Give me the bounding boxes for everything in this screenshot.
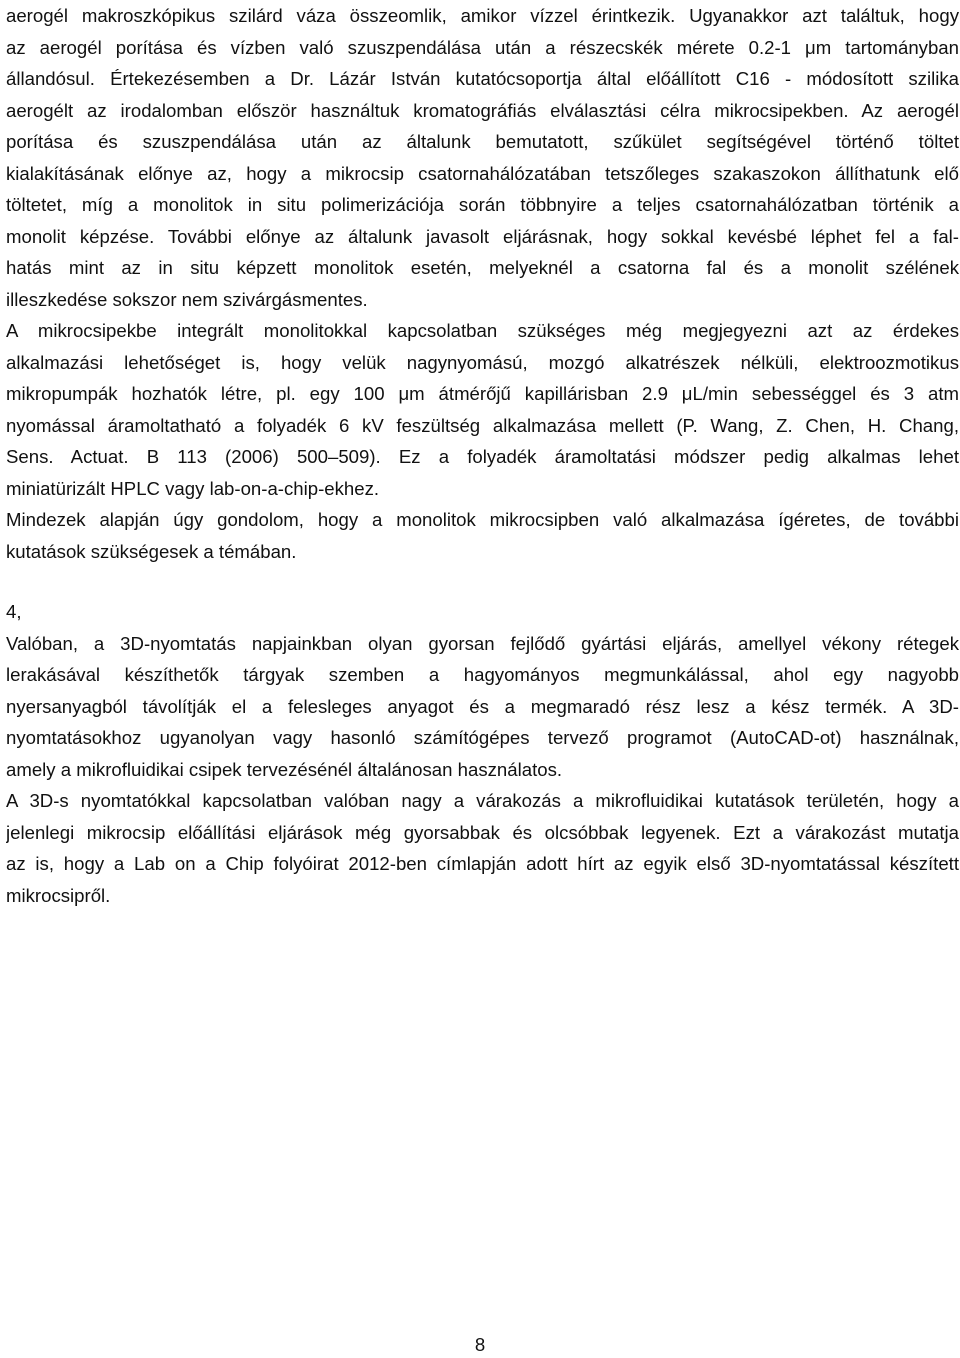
text-line: A 3D-s nyomtatókkal kapcsolatban valóban nagy a várakozás a mikrofluidikai kutatások területén, hogy a xyxy=(6,790,959,811)
text-line: Sens. Actuat. B 113 (2006) 500–509). Ez a folyadék áramoltatási módszer pedig alkalmas lehet xyxy=(6,446,959,467)
text-line: monolit képzése. További előnye az általunk javasolt eljárásnak, hogy sokkal kevésbé léphet fel a fal- xyxy=(6,225,959,247)
page-number: 8 xyxy=(474,1334,486,1355)
text-line: hatás mint az in situ képzett monolitok esetén, melyeknél a csatorna fal és a monolit szélének xyxy=(6,257,959,278)
text-line: állandósul. Értekezésemben a Dr. Lázár István kutatócsoportja által előállított C16 - módosított szilika xyxy=(6,68,959,89)
text-line: amely a mikrofluidikai csipek tervezésénél általánosan használatos. xyxy=(6,758,563,780)
text-line: alkalmazási lehetőséget is, hogy velük nagynyomású, mozgó alkatrészek nélküli, elektroozmotikus xyxy=(6,351,959,373)
text-line: töltetet, míg a monolitok in situ polimerizációja során többnyire a teljes csatornahálózatban történik a xyxy=(6,194,959,215)
document-body xyxy=(6,0,959,911)
text-line: porítása és szuszpendálása után az általunk bemutatott, szűkület segítségével történő töltet xyxy=(6,131,959,152)
text-line: A mikrocsipekbe integrált monolitokkal kapcsolatban szükséges még megjegyezni azt az érdekes xyxy=(6,320,959,341)
text-line: miniatürizált HPLC vagy lab-on-a-chip-ekhez. xyxy=(6,477,380,499)
text-line: mikropumpák hozhatók létre, pl. egy 100 μm átmérőjű kapillárisban 2.9 μL/min sebességgel és 3 atm xyxy=(6,383,959,404)
section-number: 4, xyxy=(6,601,22,622)
text-line: az is, hogy a Lab on a Chip folyóirat 2012-ben címlapján adott hírt az egyik első 3D-nyomtatással készített xyxy=(6,853,959,874)
text-line: Valóban, a 3D-nyomtatás napjainkban olyan gyorsan fejlődő gyártási eljárás, amellyel vékony rétegek xyxy=(6,632,959,654)
text-line: lerakásával készíthetők tárgyak szemben a hagyományos megmunkálással, ahol egy nagyobb xyxy=(6,664,959,685)
text-line: kutatások szükségesek a témában. xyxy=(6,540,297,562)
text-line: kialakításának előnye az, hogy a mikrocsip csatornahálózatában tetszőleges szakaszokon állíthatunk elő xyxy=(6,162,959,184)
text-line: illeszkedése sokszor nem szivárgásmentes. xyxy=(6,288,368,310)
text-line: aerogélt az irodalomban először használtuk kromatográfiás elválasztási célra mikrocsipekben. Az aerogél xyxy=(6,99,959,121)
text-line: aerogél makroszkópikus szilárd váza összeomlik, amikor vízzel érintkezik. Ugyanakkor azt találtuk, hogy xyxy=(6,5,959,26)
text-line: Mindezek alapján úgy gondolom, hogy a monolitok mikrocsipben való alkalmazása ígéretes, de további xyxy=(6,509,959,530)
text-line: mikrocsipről. xyxy=(6,884,111,906)
text-line: nyomással áramoltatható a folyadék 6 kV feszültség alkalmazása mellett (P. Wang, Z. Chen, H. Chang, xyxy=(6,414,959,436)
text-line: nyersanyagból távolítják el a felesleges anyagot és a megmaradó rész lesz a kész termék. A 3D- xyxy=(6,695,959,717)
paragraph-gap xyxy=(6,567,959,596)
text-line: nyomtatásokhoz ugyanolyan vagy hasonló számítógépes tervező programot (AutoCAD-ot) használnak, xyxy=(6,727,959,748)
text-line: jelenlegi mikrocsip előállítási eljárások még gyorsabbak és olcsóbbak legyenek. Ezt a várakozást mutatja xyxy=(6,821,959,843)
text-line: az aerogél porítása és vízben való szuszpendálása után a részecskék mérete 0.2-1 μm tartományban xyxy=(6,36,959,58)
